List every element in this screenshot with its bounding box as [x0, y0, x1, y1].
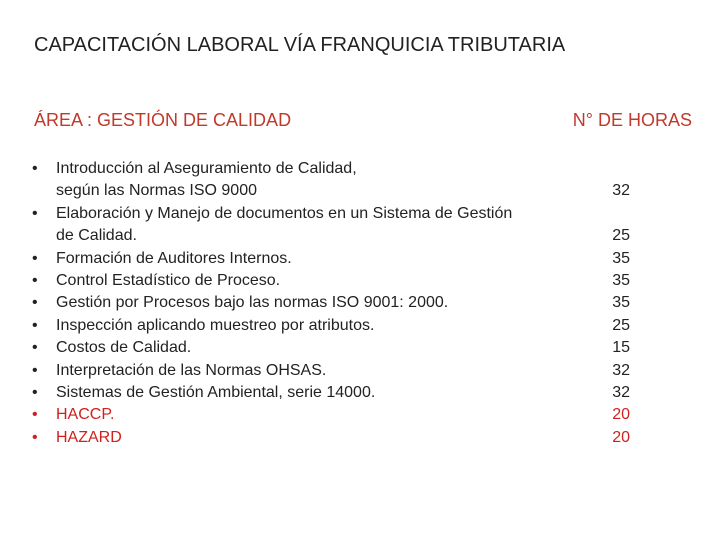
- course-item: [30, 382, 630, 404]
- course-name: Formación de Auditores Internos.: [56, 249, 292, 267]
- hours-column-header: N° DE HORAS: [572, 110, 692, 130]
- course-item: [30, 315, 630, 337]
- course-hours: 35: [612, 272, 630, 290]
- course-item: [30, 427, 630, 449]
- course-name: Introducción al Aseguramiento de Calidad, según las Normas ISO 9000: [56, 160, 357, 200]
- bullet-icon: •: [32, 339, 38, 357]
- course-list: [30, 158, 630, 449]
- course-hours: 25: [612, 227, 630, 245]
- course-item: [30, 270, 630, 292]
- course-hours: 35: [612, 249, 630, 267]
- bullet-icon: •: [32, 316, 38, 334]
- course-item: [30, 292, 630, 314]
- course-name: Elaboración y Manejo de documentos en un Sistema de Gestión de Calidad.: [56, 204, 513, 245]
- page-title: CAPACITACIÓN LABORAL VÍA FRANQUICIA TRIBUTARIA: [34, 34, 566, 56]
- bullet-icon: •: [32, 249, 38, 267]
- course-hours: 32: [612, 361, 630, 379]
- course-name: Control Estadístico de Proceso.: [56, 272, 281, 290]
- course-name: Gestión por Procesos bajo las normas ISO 9001: 2000.: [56, 294, 449, 312]
- bullet-icon: •: [32, 160, 38, 177]
- course-name: Interpretación de las Normas OHSAS.: [56, 361, 327, 379]
- course-hours: 20: [612, 406, 630, 424]
- course-hours: 15: [612, 339, 630, 357]
- course-name: Inspección aplicando muestreo por atributos.: [56, 316, 375, 334]
- course-name: HACCP.: [56, 406, 115, 424]
- course-item: [30, 404, 630, 426]
- course-name: Costos de Calidad.: [56, 339, 192, 357]
- course-hours: 35: [612, 294, 630, 312]
- course-item: [30, 360, 630, 382]
- course-item: [30, 337, 630, 359]
- course-hours: 32: [612, 182, 630, 200]
- bullet-icon: •: [32, 204, 38, 222]
- course-item: [30, 248, 630, 270]
- bullet-icon: •: [32, 384, 38, 402]
- bullet-icon: •: [32, 361, 38, 379]
- course-item: [30, 158, 630, 203]
- bullet-icon: •: [32, 294, 38, 312]
- course-hours: 32: [612, 384, 630, 402]
- area-label: ÁREA : GESTIÓN DE CALIDAD: [34, 110, 292, 130]
- course-name: HAZARD: [56, 428, 122, 446]
- bullet-icon: •: [32, 272, 38, 290]
- course-hours: 25: [612, 316, 630, 334]
- course-hours: 20: [612, 428, 630, 446]
- course-name: Sistemas de Gestión Ambiental, serie 14000.: [56, 384, 376, 402]
- course-item: [30, 203, 630, 248]
- bullet-icon: •: [32, 406, 38, 424]
- bullet-icon: •: [32, 428, 38, 446]
